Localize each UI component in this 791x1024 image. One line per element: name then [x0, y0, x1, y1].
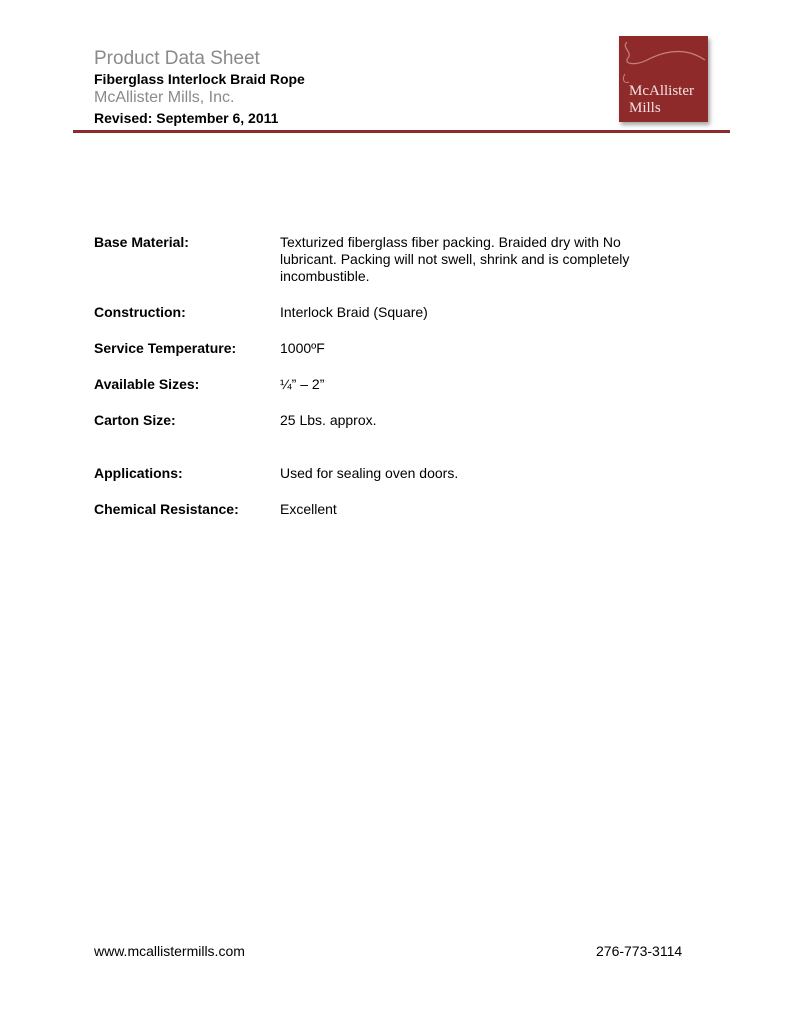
document-header — [94, 48, 614, 128]
spec-value: ¼” – 2” — [280, 376, 325, 392]
company-name: McAllister Mills, Inc. — [94, 89, 235, 106]
spec-value: 25 Lbs. approx. — [280, 412, 377, 428]
spec-value: Used for sealing oven doors. — [280, 465, 459, 481]
logo-text-line1: McAllister — [629, 83, 694, 99]
spec-value: Interlock Braid (Square) — [280, 304, 428, 320]
header-divider — [73, 130, 730, 133]
spec-label: Carton Size: — [94, 412, 176, 428]
spec-label: Applications: — [94, 465, 183, 481]
spec-label: Base Material: — [94, 234, 189, 250]
logo-text-line2: Mills — [629, 100, 661, 116]
spec-label: Construction: — [94, 304, 186, 320]
product-name: Fiberglass Interlock Braid Rope — [94, 71, 305, 87]
footer-phone: 276-773-3114 — [596, 943, 683, 959]
spec-value: Texturized fiberglass fiber packing. Braided dry with No lubricant. Packing will not swell, shrink and is completely incombustible. — [280, 234, 630, 284]
footer-website: www.mcallistermills.com — [94, 943, 245, 959]
spec-value: Excellent — [280, 501, 337, 517]
spec-label: Available Sizes: — [94, 376, 200, 392]
spec-label: Chemical Resistance: — [94, 501, 239, 517]
spec-label: Service Temperature: — [94, 340, 237, 356]
revision-date: Revised: September 6, 2011 — [94, 110, 279, 126]
company-logo — [619, 36, 708, 122]
document-title: Product Data Sheet — [94, 48, 260, 69]
spec-value: 1000ºF — [280, 340, 325, 356]
